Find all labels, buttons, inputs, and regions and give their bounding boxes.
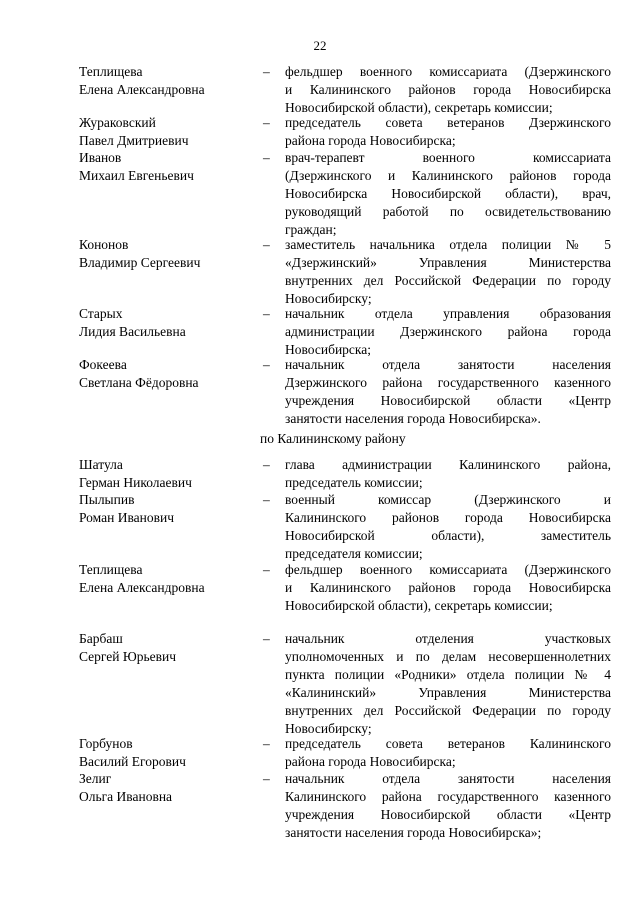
- position-line: председатель комиссии;: [285, 475, 423, 490]
- dash-separator: –: [263, 357, 270, 372]
- position-line: начальник отдела занятости населения: [285, 771, 611, 786]
- position-line: занятости населения города Новосибирска»;: [285, 825, 542, 840]
- dash-separator: –: [263, 457, 270, 472]
- position-line: председателя комиссии;: [285, 546, 423, 561]
- position-line: «Калининский» Управления Министерства: [285, 685, 611, 700]
- member-surname: Жураковский: [79, 115, 156, 130]
- member-position: [285, 630, 611, 738]
- position-line: и Калининского районов города Новосибирска: [285, 82, 611, 97]
- member-surname: Теплищева: [79, 562, 143, 577]
- member-name: [79, 491, 254, 527]
- dash-separator: –: [263, 237, 270, 252]
- position-line: района города Новосибирска;: [285, 133, 456, 148]
- member-surname: Барбаш: [79, 631, 123, 646]
- member-name: [79, 735, 254, 771]
- member-surname: Горбунов: [79, 736, 133, 751]
- position-line: военный комиссар (Дзержинского и: [285, 492, 611, 507]
- position-line: пункта полиции «Родники» отдела полиции № 4: [285, 667, 611, 682]
- position-line: Новосибирску;: [285, 291, 372, 306]
- position-line: внутренних дел Российской Федерации по городу: [285, 273, 611, 288]
- member-given-names: Роман Иванович: [79, 510, 175, 525]
- member-position: [285, 114, 611, 150]
- member-name: [79, 149, 254, 185]
- member-given-names: Сергей Юрьевич: [79, 649, 177, 664]
- position-line: врач-терапевт военного комиссариата: [285, 150, 611, 165]
- position-line: учреждения Новосибирской области «Центр: [285, 807, 611, 822]
- position-line: Новосибирска Новосибирской области), врач,: [285, 186, 611, 201]
- position-line: внутренних дел Российской Федерации по городу: [285, 703, 611, 718]
- member-surname: Иванов: [79, 150, 122, 165]
- member-surname: Зелиг: [79, 771, 112, 786]
- member-name: [79, 356, 254, 392]
- dash-separator: –: [263, 736, 270, 751]
- member-position: [285, 735, 611, 771]
- position-line: (Дзержинского и Калининского районов города: [285, 168, 611, 183]
- member-position: [285, 305, 611, 359]
- dash-separator: –: [263, 562, 270, 577]
- member-name: [79, 561, 254, 597]
- member-given-names: Елена Александровна: [79, 82, 205, 97]
- member-position: [285, 770, 611, 842]
- member-name: [79, 630, 254, 666]
- member-position: [285, 561, 611, 615]
- member-given-names: Лидия Васильевна: [79, 324, 186, 339]
- member-given-names: Ольга Ивановна: [79, 789, 173, 804]
- position-line: Новосибирску;: [285, 721, 372, 736]
- member-given-names: Герман Николаевич: [79, 475, 192, 490]
- member-position: [285, 356, 611, 428]
- dash-separator: –: [263, 631, 270, 646]
- page-number: 22: [313, 38, 327, 53]
- member-position: [285, 149, 611, 239]
- position-line: руководящий работой по освидетельствованию: [285, 204, 611, 219]
- member-name: [79, 456, 254, 492]
- member-position: [285, 236, 611, 308]
- position-line: начальник отдела занятости населения: [285, 357, 611, 372]
- member-name: [79, 236, 254, 272]
- member-position: [285, 456, 611, 492]
- position-line: Новосибирской области), секретарь комиссии;: [285, 100, 553, 115]
- member-name: [79, 305, 254, 341]
- member-position: [285, 63, 611, 117]
- member-surname: Шатула: [79, 457, 123, 472]
- member-name: [79, 770, 254, 806]
- position-line: глава администрации Калининского района,: [285, 457, 611, 472]
- position-line: Новосибирской области), заместитель: [285, 528, 611, 543]
- member-position: [285, 491, 611, 563]
- member-given-names: Павел Дмитриевич: [79, 133, 189, 148]
- dash-separator: –: [263, 115, 270, 130]
- position-line: фельдшер военного комиссариата (Дзержинского: [285, 64, 611, 79]
- position-line: Дзержинского района государственного казенного: [285, 375, 611, 390]
- dash-separator: –: [263, 771, 270, 786]
- position-line: начальник отделения участковых: [285, 631, 611, 646]
- section-heading: по Калининскому району: [260, 431, 406, 446]
- member-surname: Старых: [79, 306, 123, 321]
- position-line: Новосибирской области), секретарь комиссии;: [285, 598, 553, 613]
- position-line: «Дзержинский» Управления Министерства: [285, 255, 611, 270]
- dash-separator: –: [263, 306, 270, 321]
- position-line: района города Новосибирска;: [285, 754, 456, 769]
- position-line: начальник отдела управления образования: [285, 306, 611, 321]
- dash-separator: –: [263, 492, 270, 507]
- position-line: занятости населения города Новосибирска».: [285, 411, 541, 426]
- member-given-names: Владимир Сергеевич: [79, 255, 201, 270]
- member-surname: Пылыпив: [79, 492, 135, 507]
- dash-separator: –: [263, 64, 270, 79]
- member-given-names: Василий Егорович: [79, 754, 186, 769]
- position-line: и Калининского районов города Новосибирска: [285, 580, 611, 595]
- member-name: [79, 63, 254, 99]
- position-line: учреждения Новосибирской области «Центр: [285, 393, 611, 408]
- dash-separator: –: [263, 150, 270, 165]
- position-line: граждан;: [285, 222, 337, 237]
- position-line: администрации Дзержинского района города: [285, 324, 611, 339]
- position-line: Новосибирска;: [285, 342, 372, 357]
- member-name: [79, 114, 254, 150]
- member-surname: Теплищева: [79, 64, 143, 79]
- position-line: заместитель начальника отдела полиции № 5: [285, 237, 611, 252]
- position-line: уполномоченных и по делам несовершеннолетних: [285, 649, 611, 664]
- member-given-names: Светлана Фёдоровна: [79, 375, 199, 390]
- member-given-names: Михаил Евгеньевич: [79, 168, 194, 183]
- position-line: Калининского районов города Новосибирска: [285, 510, 611, 525]
- position-line: Калининского района государственного казенного: [285, 789, 611, 804]
- position-line: председатель совета ветеранов Дзержинского: [285, 115, 611, 130]
- position-line: председатель совета ветеранов Калининского: [285, 736, 611, 751]
- position-line: фельдшер военного комиссариата (Дзержинского: [285, 562, 611, 577]
- member-given-names: Елена Александровна: [79, 580, 205, 595]
- member-surname: Фокеева: [79, 357, 127, 372]
- member-surname: Кононов: [79, 237, 129, 252]
